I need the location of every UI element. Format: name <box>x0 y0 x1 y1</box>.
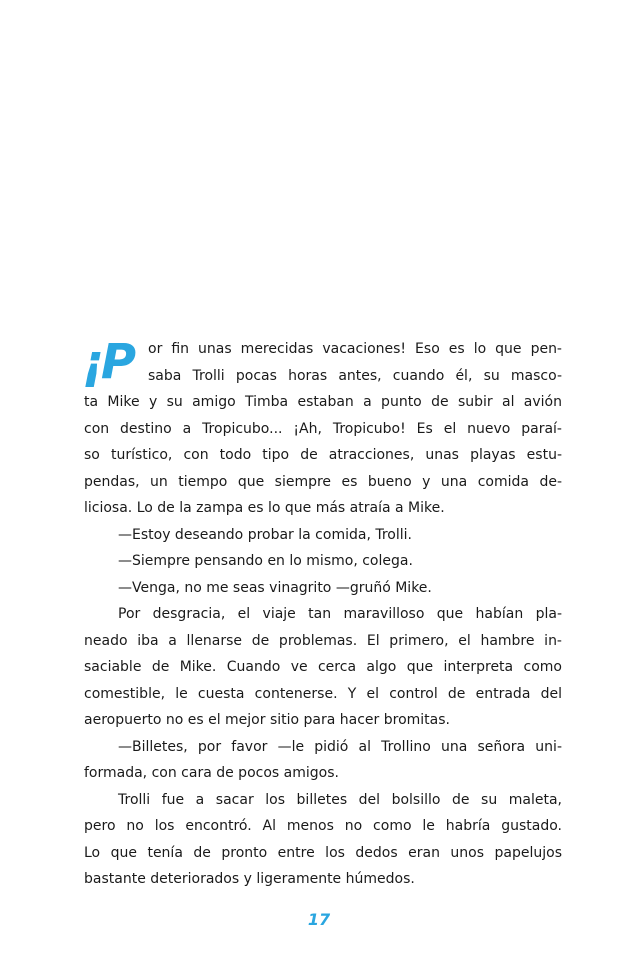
text-line: liciosa. Lo de la zampa es lo que más atraía a Mike. <box>84 500 445 516</box>
text-line: pero no los encontró. Al menos no como le habría gustado. <box>84 818 562 834</box>
text-line: —Siempre pensando en lo mismo, colega. <box>118 553 413 569</box>
page-number: 17 <box>307 910 331 929</box>
text-line: aeropuerto no es el mejor sitio para hacer bromitas. <box>84 712 450 728</box>
text-line: pendas, un tiempo que siempre es bueno y una comida de- <box>84 473 562 490</box>
text-line: saba Trolli pocas horas antes, cuando él, su masco- <box>148 367 562 384</box>
text-line: neado iba a llenarse de problemas. El primero, el hambre in- <box>84 632 562 649</box>
story-text <box>84 336 562 893</box>
text-line: —Estoy deseando probar la comida, Trolli. <box>118 526 412 543</box>
text-line: Trolli fue a sacar los billetes del bolsillo de su maleta, <box>118 791 562 808</box>
text-line: ta Mike y su amigo Timba estaban a punto de subir al avión <box>84 394 562 410</box>
text-line: Lo que tenía de pronto entre los dedos eran unos papelujos <box>84 844 562 861</box>
text-line: saciable de Mike. Cuando ve cerca algo que interpreta como <box>84 659 562 675</box>
text-line: or fin unas merecidas vacaciones! Eso es lo que pen- <box>148 341 562 357</box>
text-line: —Billetes, por favor —le pidió al Trollino una señora uni- <box>118 738 562 755</box>
text-line: bastante deteriorados y ligeramente húmedos. <box>84 871 415 887</box>
text-line: Por desgracia, el viaje tan maravilloso que habían pla- <box>118 606 562 622</box>
text-line: con destino a Tropicubo... ¡Ah, Tropicubo! Es el nuevo paraí- <box>84 420 562 437</box>
text-line: —Venga, no me seas vinagrito —gruñó Mike. <box>118 579 432 596</box>
drop-cap: ¡P <box>82 334 134 390</box>
text-line: so turístico, con todo tipo de atracciones, unas playas estu- <box>84 447 562 463</box>
text-line: formada, con cara de pocos amigos. <box>84 765 339 781</box>
text-line: comestible, le cuesta contenerse. Y el control de entrada del <box>84 685 562 702</box>
